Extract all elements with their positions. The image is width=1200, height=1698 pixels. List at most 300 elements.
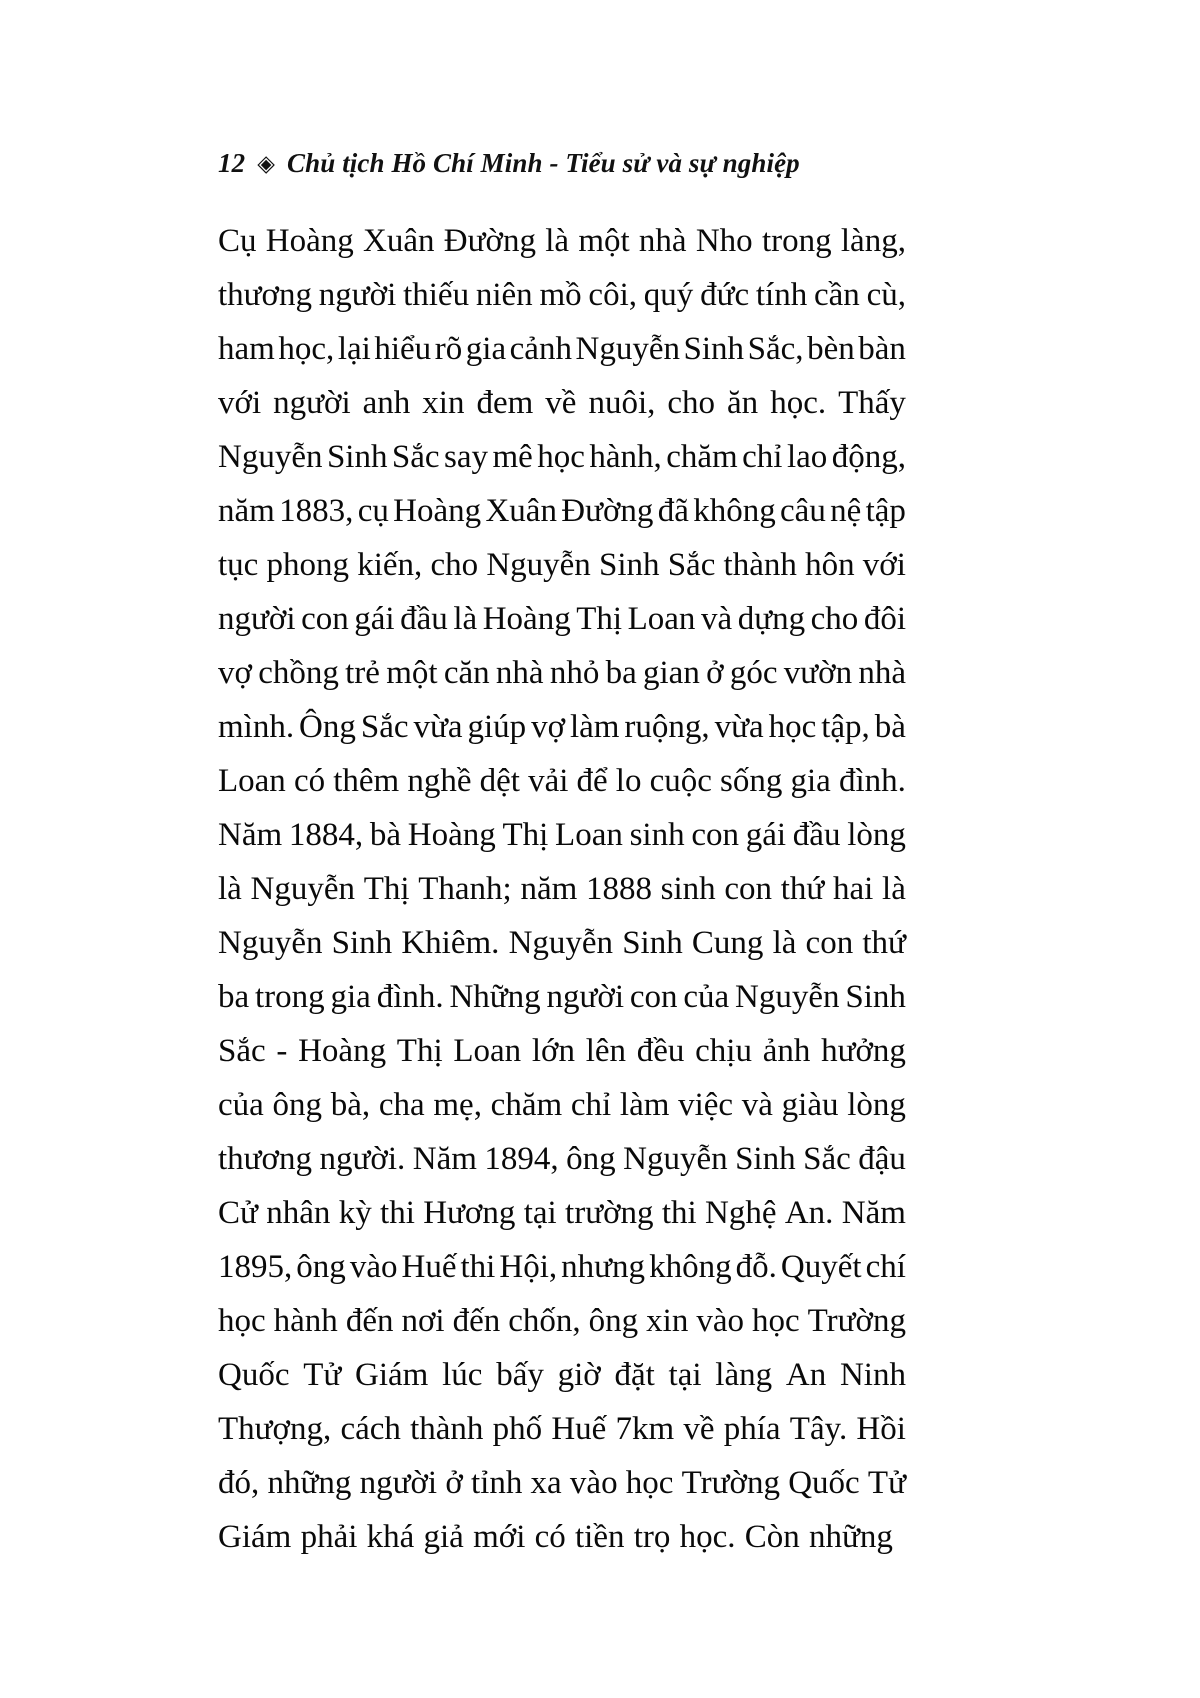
body-word: Hoàng	[298, 1033, 387, 1069]
body-word: thi	[380, 1195, 415, 1231]
body-line	[218, 214, 906, 268]
body-word: Đường	[561, 493, 654, 529]
body-word: nghề	[407, 763, 472, 799]
body-word: tập	[865, 493, 906, 529]
body-word: cần	[814, 277, 860, 313]
body-word: lên	[585, 1033, 627, 1069]
body-word: một	[578, 223, 630, 259]
body-word: dệt	[479, 763, 520, 799]
body-word: Hội,	[499, 1249, 558, 1285]
body-word: tiền	[575, 1519, 625, 1555]
body-word: chăm	[490, 1087, 563, 1123]
body-word: đã	[657, 493, 689, 529]
body-word: học	[537, 439, 585, 475]
body-word: Thị	[576, 601, 623, 637]
body-word: học	[625, 1465, 674, 1501]
body-word: ham	[218, 331, 275, 367]
body-word: thi	[460, 1249, 496, 1285]
body-word: kiến,	[357, 547, 423, 583]
body-word: cuộc	[649, 763, 712, 799]
body-word: Huế	[401, 1249, 457, 1285]
body-line	[218, 1510, 906, 1564]
body-word: Sinh	[598, 547, 660, 583]
body-word: và	[741, 1087, 773, 1123]
body-word: Hoàng	[482, 601, 571, 637]
body-word: say	[444, 439, 489, 475]
body-word: phải	[300, 1519, 358, 1555]
body-word: Sắc	[391, 439, 440, 475]
body-word: năm	[218, 493, 275, 529]
body-word: xa	[530, 1465, 562, 1501]
body-word: con	[629, 979, 678, 1015]
body-word: cách	[340, 1411, 401, 1447]
body-word: chốn,	[508, 1303, 581, 1339]
body-word: Sinh	[683, 331, 745, 367]
book-title: Chủ tịch Hồ Chí Minh - Tiểu sử và sự nghiệp	[287, 148, 800, 178]
body-word: bàn	[858, 331, 906, 367]
body-line	[218, 1402, 906, 1456]
body-word: kỳ	[338, 1195, 372, 1231]
body-word: sống	[720, 763, 783, 799]
body-word: Ninh	[839, 1357, 906, 1393]
body-word: gái	[745, 817, 787, 853]
body-word: học,	[278, 331, 335, 367]
body-word: là	[218, 871, 242, 907]
body-word: Loan	[453, 1033, 522, 1069]
body-word: Nguyễn	[250, 871, 356, 907]
body-word: vừa	[714, 709, 764, 745]
body-word: Nguyễn	[486, 547, 591, 583]
body-word: lúc	[442, 1357, 483, 1393]
body-line	[218, 754, 906, 808]
body-word: chồng	[258, 655, 339, 691]
body-line	[218, 970, 906, 1024]
body-word: tại	[668, 1357, 702, 1393]
body-word: tại	[523, 1195, 557, 1231]
body-word: khá	[366, 1519, 415, 1555]
body-word: côi,	[588, 277, 637, 313]
body-word: căn	[443, 655, 490, 691]
body-word: Xuân	[485, 493, 557, 529]
body-word: vào	[696, 1303, 744, 1339]
body-word: gia	[465, 331, 507, 367]
body-word: để	[576, 763, 608, 799]
body-word: Thượng,	[218, 1411, 332, 1447]
body-word: gia	[330, 979, 371, 1015]
body-word: cù,	[866, 277, 906, 313]
body-word: vườn	[783, 655, 853, 691]
body-line	[218, 1186, 906, 1240]
body-word: ăn	[727, 385, 759, 421]
body-word: không	[649, 1249, 732, 1285]
body-line	[218, 1132, 906, 1186]
body-word: làng	[715, 1357, 773, 1393]
body-word: ba	[218, 979, 250, 1015]
body-word: dựng	[737, 601, 806, 637]
body-word: chí	[865, 1249, 906, 1285]
body-word: Ông	[299, 709, 356, 745]
body-word: học	[751, 1303, 800, 1339]
body-word: Nguyễn	[575, 331, 680, 367]
body-line	[218, 916, 906, 970]
body-line	[218, 538, 906, 592]
body-word: con	[691, 817, 739, 853]
body-line	[218, 808, 906, 862]
body-word: Loan	[218, 763, 286, 799]
body-word: Nguyễn	[623, 1141, 728, 1177]
body-word: bà,	[330, 1087, 371, 1123]
body-word: An.	[784, 1195, 834, 1231]
body-word: Hoàng	[265, 223, 354, 259]
body-line	[218, 376, 906, 430]
body-word: ruộng,	[624, 709, 710, 745]
body-word: Loan	[627, 601, 696, 637]
body-line	[218, 1348, 906, 1402]
body-word: học	[768, 709, 817, 745]
body-word: hưởng	[821, 1033, 906, 1069]
body-word: giúp	[467, 709, 527, 745]
body-word: hiểu	[374, 331, 432, 367]
body-word: con	[724, 871, 773, 907]
body-word: cha	[378, 1087, 425, 1123]
body-word: vợ	[531, 709, 566, 745]
body-word: thứ	[780, 871, 825, 907]
body-word: mới	[473, 1519, 526, 1555]
body-line	[218, 1024, 906, 1078]
body-word: Hoàng	[407, 817, 496, 853]
body-word: nhà	[495, 655, 544, 691]
body-word: học.	[770, 385, 827, 421]
body-word: trong	[761, 223, 832, 259]
body-word: ba	[605, 655, 637, 691]
body-word: Thanh;	[418, 871, 512, 907]
body-word: gái	[354, 601, 395, 637]
body-word: Còn	[744, 1519, 800, 1555]
body-word: sinh	[629, 817, 685, 853]
body-word: cảnh	[509, 331, 572, 367]
body-word: Nguyễn	[735, 979, 840, 1015]
body-word: Nguyễn	[218, 439, 323, 475]
body-word: là	[453, 601, 478, 637]
body-word: Sắc	[360, 709, 409, 745]
body-word: phía	[723, 1411, 781, 1447]
body-word: 1895,	[218, 1249, 293, 1285]
body-word: chỉ	[742, 439, 783, 475]
body-line	[218, 268, 906, 322]
body-word: đều	[636, 1033, 685, 1069]
body-word: trọ	[633, 1519, 671, 1555]
body-word: giờ	[557, 1357, 601, 1393]
body-word: đem	[476, 385, 534, 421]
body-word: những	[267, 1465, 352, 1501]
body-word: người	[546, 979, 625, 1015]
body-word: thi	[661, 1195, 697, 1231]
body-word: đến	[345, 1303, 394, 1339]
body-word: một	[386, 655, 438, 691]
body-word: mồ	[539, 277, 582, 313]
body-word: giàu	[781, 1087, 839, 1123]
body-word: học	[218, 1303, 266, 1339]
body-word: bấy	[496, 1357, 544, 1393]
body-word: Năm	[218, 817, 283, 853]
body-word: Hoàng	[393, 493, 482, 529]
body-word: Sinh	[735, 1141, 796, 1177]
body-word: của	[218, 1087, 264, 1123]
body-word: nhân	[266, 1195, 331, 1231]
body-line	[218, 1240, 906, 1294]
body-word: vợ	[218, 655, 252, 691]
body-word: việc	[678, 1087, 734, 1123]
body-word: anh	[362, 385, 411, 421]
body-word: Khiêm.	[401, 925, 500, 961]
body-word: Cử	[218, 1195, 258, 1231]
body-word: trường	[565, 1195, 654, 1231]
body-word: xin	[422, 385, 465, 421]
body-word: Sắc	[667, 547, 716, 583]
body-word: Hương	[423, 1195, 516, 1231]
body-word: về	[545, 385, 577, 421]
body-word: không	[693, 493, 776, 529]
body-word: ông	[566, 1141, 616, 1177]
body-word: giả	[423, 1519, 464, 1555]
body-word: làng,	[840, 223, 906, 259]
body-word: trong	[255, 979, 325, 1015]
body-word: làm	[619, 1087, 670, 1123]
body-word: con	[805, 925, 854, 961]
body-word: bà	[369, 817, 402, 853]
body-word: bèn	[807, 331, 855, 367]
body-word: vải	[528, 763, 569, 799]
body-word: nuôi,	[588, 385, 656, 421]
body-word: lo	[615, 763, 642, 799]
body-line	[218, 646, 906, 700]
body-word: thương	[218, 277, 313, 313]
body-word: có	[534, 1519, 566, 1555]
body-word: mẹ,	[433, 1087, 482, 1123]
body-word: và	[700, 601, 733, 637]
body-word: thành	[723, 547, 797, 583]
body-word: chăm	[666, 439, 738, 475]
body-word: chịu	[695, 1033, 752, 1069]
body-word: lòng	[847, 1087, 906, 1123]
body-word: người.	[319, 1141, 406, 1177]
body-word: những	[809, 1519, 893, 1555]
body-word: Loan	[555, 817, 623, 853]
body-word: Giám	[355, 1357, 429, 1393]
body-word: cụ	[357, 493, 389, 529]
body-word: Những	[449, 979, 541, 1015]
body-word: Hồi	[856, 1411, 906, 1447]
body-word: Trường	[807, 1303, 906, 1339]
body-word: lớn	[531, 1033, 575, 1069]
body-paragraph	[218, 214, 906, 1564]
body-word: nhỏ	[549, 655, 600, 691]
page-number: 12	[218, 148, 246, 178]
body-word: đậu	[858, 1141, 906, 1177]
body-line	[218, 322, 906, 376]
body-word: mê	[492, 439, 533, 475]
body-word: 1883,	[279, 493, 354, 529]
body-word: Nguyễn	[508, 925, 614, 961]
body-word: với	[862, 547, 906, 583]
body-word: 1888	[585, 871, 652, 907]
body-word: Tây.	[789, 1411, 848, 1447]
body-word: 7km	[615, 1411, 675, 1447]
body-word: đặt	[614, 1357, 655, 1393]
body-word: góc	[729, 655, 778, 691]
body-word: -	[276, 1033, 288, 1069]
body-word: trẻ	[345, 655, 380, 691]
body-word: có	[293, 763, 326, 799]
body-word: chỉ	[570, 1087, 612, 1123]
body-word: Quốc	[218, 1357, 290, 1393]
diamond-ornament-icon: ◈	[257, 151, 275, 176]
body-word: Sinh	[326, 439, 388, 475]
body-word: nhà	[858, 655, 906, 691]
body-word: Thị	[396, 1033, 443, 1069]
body-word: thêm	[333, 763, 400, 799]
body-word: động,	[831, 439, 906, 475]
body-word: hai	[833, 871, 874, 907]
body-word: Sắc,	[747, 331, 804, 367]
body-word: năm	[520, 871, 578, 907]
body-word: người	[318, 277, 397, 313]
body-word: Thị	[502, 817, 549, 853]
body-word: vào	[349, 1249, 398, 1285]
body-word: niên	[475, 277, 533, 313]
body-word: nhưng	[561, 1249, 646, 1285]
body-word: Nho	[695, 223, 753, 259]
body-word: Cung	[691, 925, 764, 961]
body-word: Xuân	[363, 223, 435, 259]
body-word: người	[218, 601, 296, 637]
body-line	[218, 1078, 906, 1132]
body-word: Sắc	[803, 1141, 851, 1177]
body-word: mình.	[218, 709, 295, 745]
body-word: 1884,	[288, 817, 364, 853]
body-word: là	[772, 925, 797, 961]
body-word: đỗ.	[735, 1249, 777, 1285]
body-word: phố	[492, 1411, 543, 1447]
body-word: hành	[273, 1303, 338, 1339]
body-word: ông	[296, 1249, 346, 1285]
body-word: quý	[643, 277, 694, 313]
running-header	[218, 148, 908, 179]
body-word: đình.	[376, 979, 444, 1015]
body-word: ảnh	[762, 1033, 811, 1069]
body-word: người	[359, 1465, 438, 1501]
body-word: Quyết	[780, 1249, 862, 1285]
body-line	[218, 430, 906, 484]
body-word: ở	[706, 655, 724, 691]
body-word: cho	[667, 385, 716, 421]
body-word: cho	[810, 601, 859, 637]
body-word: sinh	[660, 871, 716, 907]
body-word: Cụ	[218, 223, 257, 259]
body-word: Nguyễn	[218, 925, 323, 961]
body-word: là	[882, 871, 906, 907]
body-word: lao	[786, 439, 828, 475]
body-word: tỉnh	[470, 1465, 523, 1501]
body-word: của	[683, 979, 730, 1015]
body-word: nơi	[401, 1303, 445, 1339]
body-word: lòng	[847, 817, 906, 853]
body-word: gian	[643, 655, 700, 691]
body-word: hành,	[589, 439, 662, 475]
body-word: Sinh	[845, 979, 906, 1015]
body-word: thành	[410, 1411, 484, 1447]
body-word: con	[301, 601, 349, 637]
body-word: đó,	[218, 1465, 260, 1501]
body-line	[218, 1456, 906, 1510]
body-word: đầu	[400, 601, 448, 637]
body-word: xin	[646, 1303, 689, 1339]
body-word: Trường	[681, 1465, 780, 1501]
body-word: đầu	[792, 817, 841, 853]
body-word: là	[545, 223, 570, 259]
body-word: người	[273, 385, 351, 421]
body-word: về	[683, 1411, 715, 1447]
body-word: hôn	[805, 547, 855, 583]
body-word: với	[218, 385, 262, 421]
body-word: thiếu	[403, 277, 470, 313]
body-word: Sắc	[218, 1033, 266, 1069]
body-word: vào	[569, 1465, 618, 1501]
body-word: tập,	[821, 709, 870, 745]
body-word: tục	[218, 547, 259, 583]
body-word: Thấy	[838, 385, 906, 421]
body-word: vừa	[413, 709, 463, 745]
body-word: thứ	[862, 925, 906, 961]
body-word: Tử	[303, 1357, 342, 1393]
body-word: đức	[700, 277, 750, 313]
body-line	[218, 1294, 906, 1348]
body-word: phong	[266, 547, 350, 583]
body-word: Thị	[363, 871, 410, 907]
body-word: ở	[445, 1465, 463, 1501]
body-line	[218, 862, 906, 916]
body-word: Sinh	[622, 925, 683, 961]
body-line	[218, 484, 906, 538]
body-word: câu	[780, 493, 826, 529]
body-word: cho	[430, 547, 479, 583]
body-word: Quốc	[788, 1465, 860, 1501]
body-word: Sinh	[331, 925, 393, 961]
body-word: Giám	[218, 1519, 292, 1555]
body-word: rõ	[434, 331, 463, 367]
body-word: nệ	[830, 493, 862, 529]
body-word: đình.	[838, 763, 906, 799]
body-word: nhà	[638, 223, 687, 259]
body-word: Huế	[551, 1411, 607, 1447]
body-word: Năm	[412, 1141, 477, 1177]
body-word: gia	[790, 763, 831, 799]
body-word: ông	[272, 1087, 323, 1123]
body-word: Tử	[867, 1465, 906, 1501]
body-word: thương	[218, 1141, 313, 1177]
body-word: làm	[569, 709, 620, 745]
body-word: tính	[755, 277, 808, 313]
body-word: đôi	[863, 601, 906, 637]
body-word: 1894,	[484, 1141, 559, 1177]
body-word: ông	[588, 1303, 639, 1339]
body-word: An	[785, 1357, 827, 1393]
body-word: Năm	[841, 1195, 906, 1231]
body-word: Đường	[443, 223, 536, 259]
body-line	[218, 700, 906, 754]
body-word: bà	[874, 709, 906, 745]
body-word: học.	[679, 1519, 736, 1555]
